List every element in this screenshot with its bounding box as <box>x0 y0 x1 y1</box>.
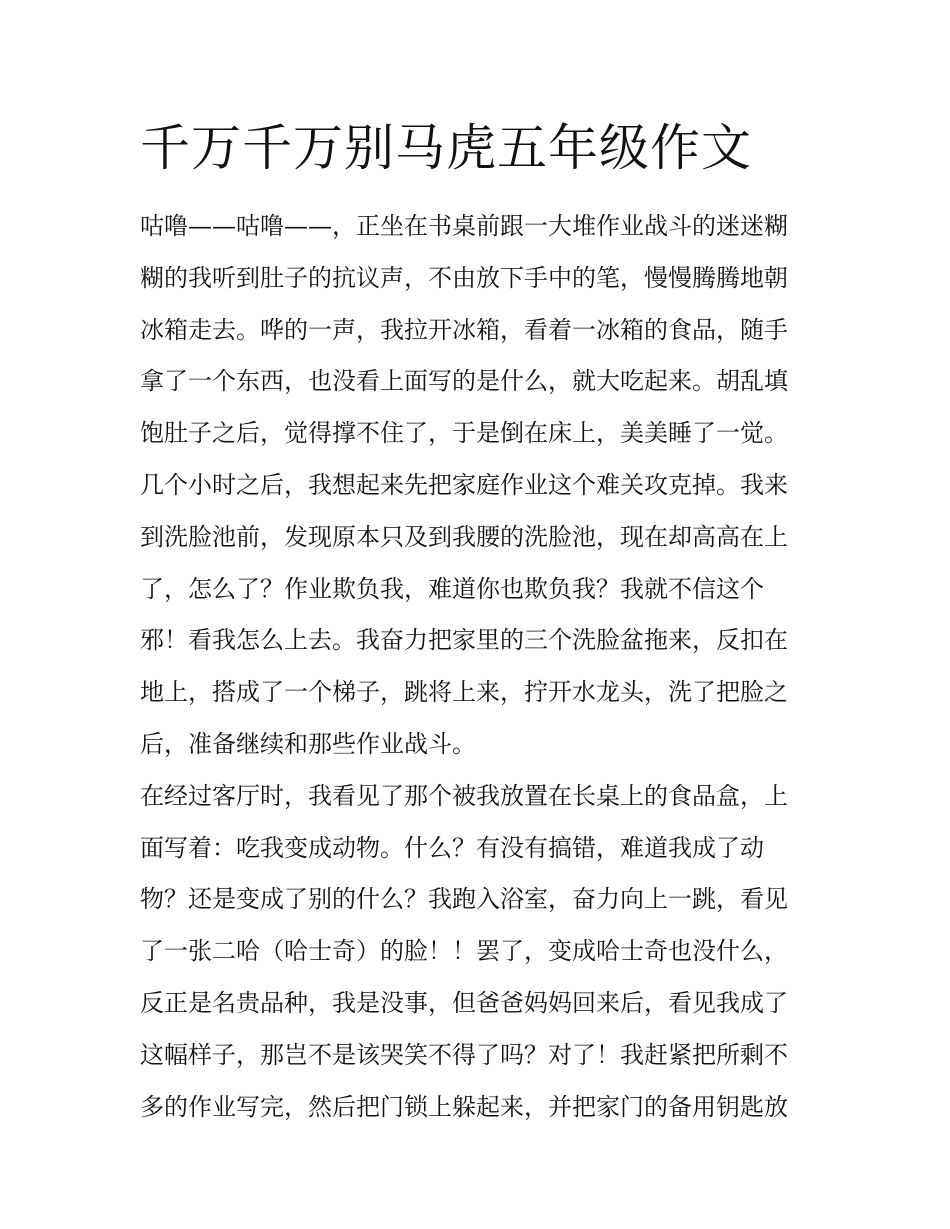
text-line: 反正是名贵品种，我是没事，但爸爸妈妈回来后，看见我成了 <box>140 988 788 1017</box>
text-line: 拿了一个东西，也没看上面写的是什么，就大吃起来。胡乱填 <box>140 367 788 396</box>
text-line: 面写着：吃我变成动物。什么？有没有搞错，难道我成了动 <box>140 833 764 862</box>
essay-body <box>140 201 820 1133</box>
text-line: 了，怎么了？作业欺负我，难道你也欺负我？我就不信这个 <box>140 574 764 603</box>
text-line: 在经过客厅时，我看见了那个被我放置在长桌上的食品盒，上 <box>140 781 788 810</box>
page-title: 千万千万别马虎五年级作文 <box>140 119 752 177</box>
text-line: 了一张二哈（哈士奇）的脸！！罢了，变成哈士奇也没什么， <box>140 937 788 966</box>
text-line: 饱肚子之后，觉得撑不住了，于是倒在床上，美美睡了一觉。 <box>140 419 788 448</box>
text-line: 到洗脸池前，发现原本只及到我腰的洗脸池，现在却高高在上 <box>140 522 788 551</box>
text-line: 邪！看我怎么上去。我奋力把家里的三个洗脸盆拖来，反扣在 <box>140 626 788 655</box>
text-line: 冰箱走去。哗的一声，我拉开冰箱，看着一冰箱的食品，随手 <box>140 315 788 344</box>
text-line: 几个小时之后，我想起来先把家庭作业这个难关攻克掉。我来 <box>140 470 788 499</box>
text-line: 糊的我听到肚子的抗议声，不由放下手中的笔，慢慢腾腾地朝 <box>140 263 788 292</box>
text-line: 这幅样子，那岂不是该哭笑不得了吗？对了！我赶紧把所剩不 <box>140 1040 788 1069</box>
text-line: 咕噜——咕噜——，正坐在书桌前跟一大堆作业战斗的迷迷糊 <box>140 212 788 240</box>
text-line: 地上，搭成了一个梯子，跳将上来，拧开水龙头，洗了把脸之 <box>140 678 788 707</box>
text-line: 物？还是变成了别的什么？我跑入浴室，奋力向上一跳，看见 <box>140 885 788 914</box>
text-line: 多的作业写完，然后把门锁上躲起来，并把家门的备用钥匙放 <box>140 1092 788 1121</box>
text-line: 后，准备继续和那些作业战斗。 <box>140 729 476 758</box>
